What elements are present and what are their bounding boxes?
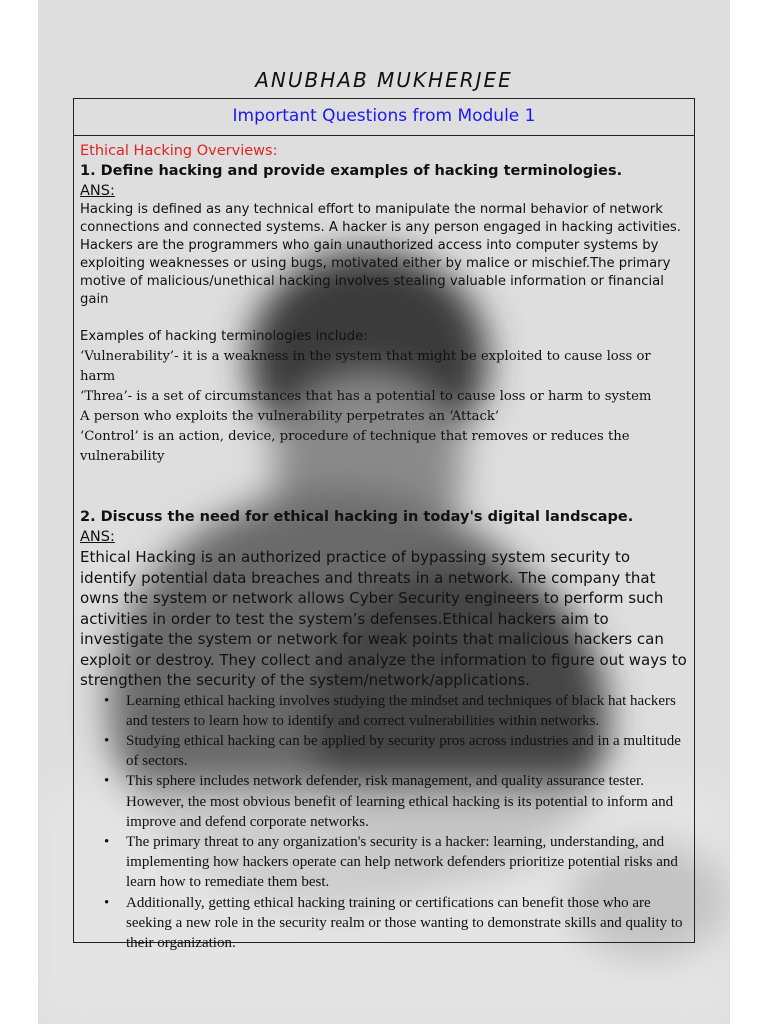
box-header-title: Important Questions from Module 1 xyxy=(74,99,694,136)
bullet-icon: • xyxy=(104,894,110,911)
example-item: ‘Control’ is an action, device, procedure of technique that removes or reduces the vulnerability xyxy=(80,429,630,464)
list-item-text: Studying ethical hacking can be applied by security pros across industries and in a multitude of sectors. xyxy=(126,732,681,770)
answer-2-paragraph: Ethical Hacking is an authorized practice of bypassing system security to identify potential data breaches and threats in a network. The company that owns the system or network allows Cyber Security engineers to perform such activities in order to test the system’s defenses.Ethical hackers aim to investigate the system or network for weak points that malicious hackers can exploit or destroy. They collect and analyze the information to figure out ways to strengthen the security of the system/network/applications. xyxy=(80,548,687,689)
document-page xyxy=(38,0,730,1024)
list-item xyxy=(104,691,688,731)
benefits-list xyxy=(80,691,688,954)
bullet-icon: • xyxy=(104,833,110,850)
question-2: 2. Discuss the need for ethical hacking in today's digital landscape. xyxy=(80,509,634,525)
section-title: Ethical Hacking Overviews: xyxy=(80,143,278,159)
answer-label-2: ANS: xyxy=(80,529,115,545)
list-item xyxy=(104,771,688,832)
bullet-icon: • xyxy=(104,732,110,749)
question-1: 1. Define hacking and provide examples of hacking terminologies. xyxy=(80,163,623,179)
list-item-text: The primary threat to any organization's security is a hacker: learning, understanding, and implementing how hackers operate can help network defenders prioritize potential risks and learn how to remediate them best. xyxy=(126,833,678,891)
example-item: ‘Vulnerability’- it is a weakness in the system that might be exploited to cause loss or harm xyxy=(80,349,651,384)
examples-intro: Examples of hacking terminologies include: xyxy=(80,329,368,344)
author-name: ANUBHAB MUKHERJEE xyxy=(255,68,513,92)
bullet-icon: • xyxy=(104,773,110,790)
example-item: ‘Threa’- is a set of circumstances that has a potential to cause loss or harm to system xyxy=(80,389,652,404)
list-item-text: Learning ethical hacking involves studying the mindset and techniques of black hat hackers and testers to learn how to identify and correct vulnerabilities within networks. xyxy=(126,692,676,729)
list-item xyxy=(104,832,688,893)
list-item xyxy=(104,893,688,954)
bullet-icon: • xyxy=(104,692,110,709)
list-item-text: Additionally, getting ethical hacking training or certifications can benefit those who are seeking a new role in the security realm or those wanting to demonstrate skills and quality to their organization. xyxy=(126,894,683,951)
box-body xyxy=(74,136,694,953)
list-item xyxy=(104,731,688,771)
answer-1-paragraph: Hacking is defined as any technical effort to manipulate the normal behavior of network connections and connected systems. A hacker is any person engaged in hacking activities. Hackers are the programmers who gain unauthorized access into computer systems by exploiting weaknesses or using bugs, motivated either by malice or mischief.The primary motive of malicious/unethical hacking involves stealing valuable information or financial gain xyxy=(80,202,681,307)
example-item: A person who exploits the vulnerability perpetrates an ‘Attack’ xyxy=(80,409,500,424)
question-box xyxy=(73,98,695,951)
answer-label-1: ANS: xyxy=(80,183,115,199)
list-item-text: This sphere includes network defender, risk management, and quality assurance tester. However, the most obvious benefit of learning ethical hacking is its potential to inform and improve and defend corporate networks. xyxy=(126,773,674,830)
